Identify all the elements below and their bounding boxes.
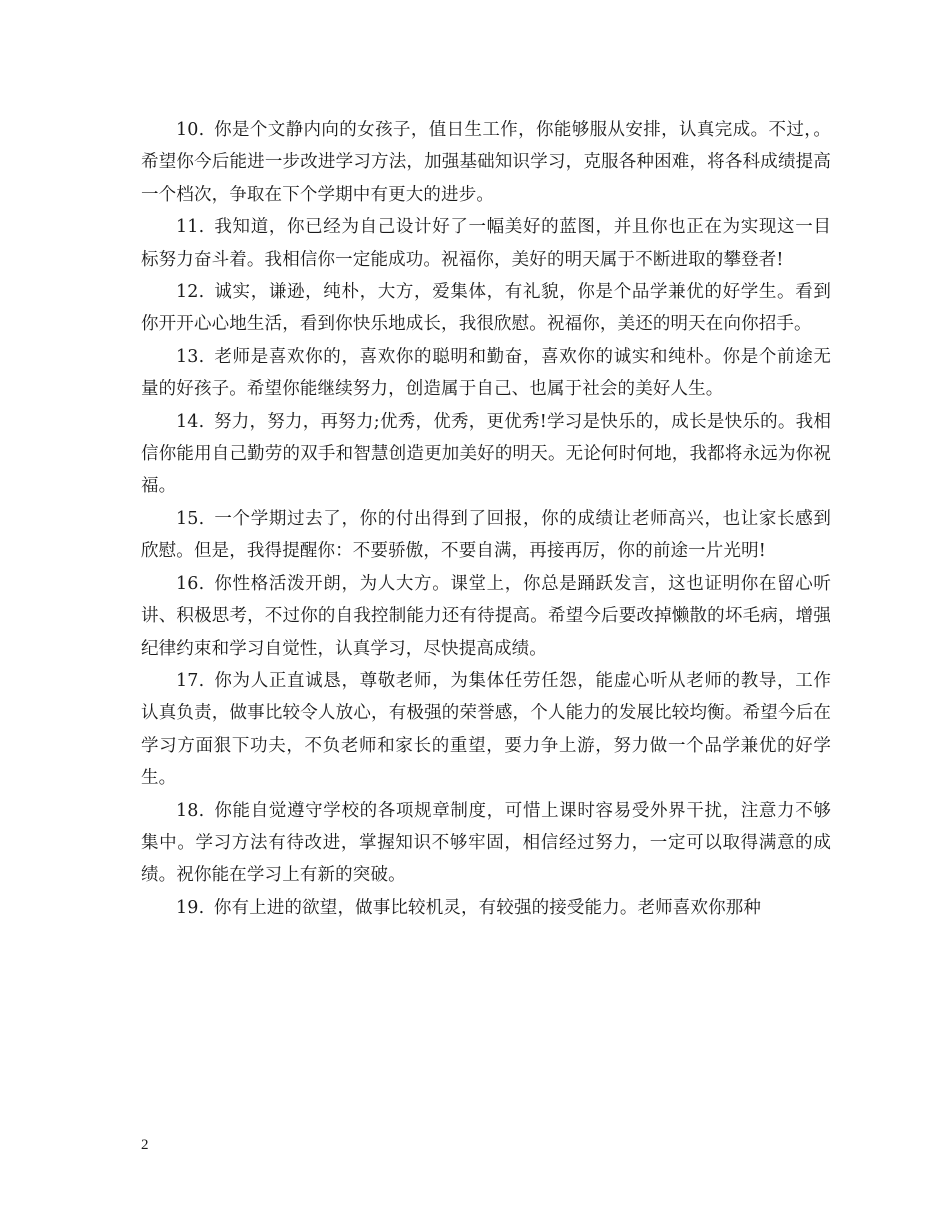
paragraph-number: 10. — [176, 120, 205, 140]
paragraph-number: 14. — [176, 411, 205, 432]
paragraph-number: 12. — [176, 282, 205, 303]
paragraph-text: 你能自觉遵守学校的各项规章制度，可惜上课时容易受外界干扰，注意力不够集中。学习方法有待改进，掌握知识不够牢固，相信经过努力，一定可以取得满意的成绩。祝你能在学习上有新的突破。 — [141, 800, 831, 886]
document-body — [141, 114, 831, 924]
paragraph-number: 15. — [176, 508, 205, 529]
paragraph-text: 你有上进的欲望，做事比较机灵，有较强的接受能力。老师喜欢你那种 — [213, 897, 762, 918]
paragraph-number: 13. — [176, 346, 205, 367]
paragraph-text: 诚实，谦逊，纯朴，大方，爱集体，有礼貌，你是个品学兼优的好学生。看到你开开心心地生活，看到你快乐地成长，我很欣慰。祝福你，美还的明天在向你招手。 — [141, 282, 831, 335]
paragraph-text: 老师是喜欢你的，喜欢你的聪明和勤奋，喜欢你的诚实和纯朴。你是个前途无量的好孩子。希望你能继续努力，创造属于自己、也属于社会的美好人生。 — [141, 346, 831, 400]
comment-paragraph-14 — [141, 406, 831, 503]
comment-paragraph-18 — [141, 795, 831, 892]
paragraph-number: 18. — [176, 800, 205, 821]
comment-paragraph-13 — [141, 341, 831, 406]
paragraph-text: 努力，努力，再努力;优秀，优秀，更优秀!学习是快乐的，成长是快乐的。我相信你能用自己勤劳的双手和智慧创造更加美好的明天。无论何时何地，我都将永远为你祝福。 — [141, 411, 831, 497]
paragraph-text: 一个学期过去了，你的付出得到了回报，你的成绩让老师高兴，也让家长感到欣慰。但是，我得提醒你：不要骄傲，不要自满，再接再厉，你的前途一片光明! — [141, 508, 831, 562]
paragraph-text: 你性格活泼开朗，为人大方。课堂上，你总是踊跃发言，这也证明你在留心听讲、积极思考，不过你的自我控制能力还有待提高。希望今后要改掉懒散的坏毛病，增强纪律约束和学习自觉性，认真学习，尽快提高成绩。 — [141, 573, 831, 659]
comment-paragraph-16 — [141, 568, 831, 665]
page-number: 2 — [141, 1137, 149, 1153]
comment-paragraph-19 — [141, 892, 831, 924]
paragraph-number: 11. — [176, 217, 205, 238]
comment-paragraph-12 — [141, 276, 831, 341]
comment-paragraph-17 — [141, 665, 831, 795]
comment-paragraph-11 — [141, 211, 831, 276]
comment-paragraph-15 — [141, 503, 831, 568]
paragraph-number: 19. — [176, 897, 205, 918]
paragraph-number: 16. — [176, 573, 205, 594]
paragraph-number: 17. — [176, 670, 205, 691]
paragraph-text: 我知道，你已经为自己设计好了一幅美好的蓝图，并且你也正在为实现这一目标努力奋斗着。我相信你一定能成功。祝福你，美好的明天属于不断进取的攀登者! — [141, 217, 831, 270]
paragraph-text: 你是个文静内向的女孩子，值日生工作，你能够服从安排，认真完成。不过，。希望你今后能进一步改进学习方法，加强基础知识学习，克服各种困难，将各科成绩提高一个档次，争取在下个学期中有更大的进步。 — [141, 120, 831, 205]
paragraph-text: 你为人正直诚恳，尊敬老师，为集体任劳任怨，能虚心听从老师的教导，工作认真负责，做事比较令人放心，有极强的荣誉感，个人能力的发展比较均衡。希望今后在学习方面狠下功夫，不负老师和家长的重望，要力争上游，努力做一个品学兼优的好学生。 — [141, 670, 831, 789]
comment-paragraph-10 — [141, 114, 831, 211]
